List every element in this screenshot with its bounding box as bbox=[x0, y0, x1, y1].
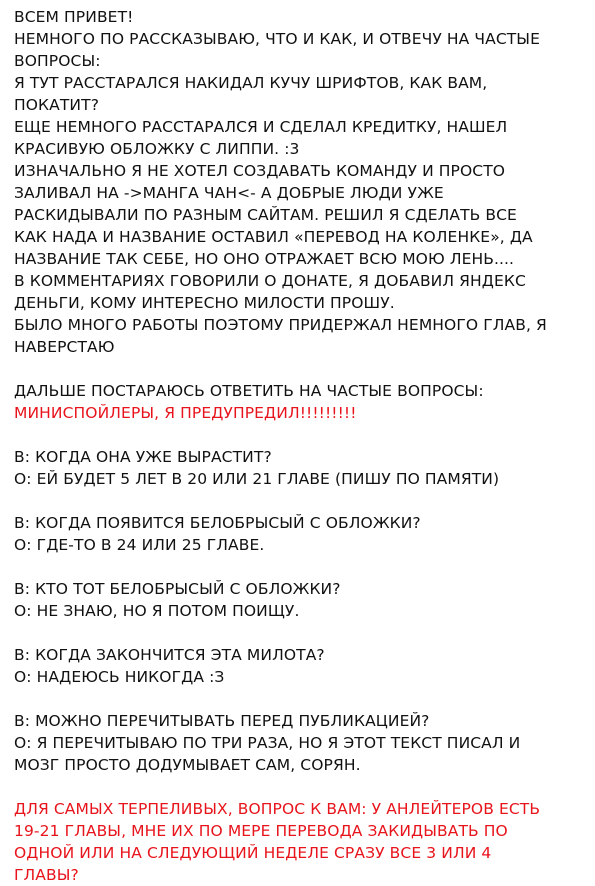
faq-answer: О: НАДЕЮСЬ НИКОГДА :З bbox=[14, 668, 225, 686]
faq-answer: О: ГДЕ-ТО В 24 ИЛИ 25 ГЛАВЕ. bbox=[14, 536, 265, 554]
faq-question: В: КОГДА ПОЯВИТСЯ БЕЛОБРЫСЫЙ С ОБЛОЖКИ? bbox=[14, 514, 421, 532]
intro-line: ЕЩЕ НЕМНОГО РАССТАРАЛСЯ И СДЕЛАЛ КРЕДИТКУ, НАШЕЛ bbox=[14, 118, 508, 136]
faq-question: В: КТО ТОТ БЕЛОБРЫСЫЙ С ОБЛОЖКИ? bbox=[14, 580, 341, 598]
intro-line: НЕМНОГО ПО РАССКАЗЫВАЮ, ЧТО И КАК, И ОТВЕЧУ НА ЧАСТЫЕ bbox=[14, 30, 540, 48]
spacer bbox=[14, 688, 586, 710]
intro-line: ЗАЛИВАЛ НА ->МАНГА ЧАН<- А ДОБРЫЕ ЛЮДИ УЖЕ bbox=[14, 184, 444, 202]
intro-line: НАЗВАНИЕ ТАК СЕБЕ, НО ОНО ОТРАЖАЕТ ВСЮ МОЮ ЛЕНЬ.... bbox=[14, 250, 515, 268]
spacer bbox=[14, 556, 586, 578]
intro-line: ВОПРОСЫ: bbox=[14, 52, 101, 70]
intro-line: ДЕНЬГИ, КОМУ ИНТЕРЕСНО МИЛОСТИ ПРОШУ. bbox=[14, 294, 395, 312]
faq-answer: О: Я ПЕРЕЧИТЫВАЮ ПО ТРИ РАЗА, НО Я ЭТОТ ТЕКСТ ПИСАЛ И bbox=[14, 734, 521, 752]
intro-line: НАВЕРСТАЮ bbox=[14, 338, 115, 356]
faq-answer-continued: МОЗГ ПРОСТО ДОДУМЫВАЕТ САМ, СОРЯН. bbox=[14, 756, 361, 774]
intro-line: БЫЛО МНОГО РАБОТЫ ПОЭТОМУ ПРИДЕРЖАЛ НЕМНОГО ГЛАВ, Я bbox=[14, 316, 547, 334]
closing-line: ОДНОЙ ИЛИ НА СЛЕДУЮЩИЙ НЕДЕЛЕ СРАЗУ ВСЕ 3 ИЛИ 4 bbox=[14, 844, 492, 862]
closing-line: ГЛАВЫ? bbox=[14, 866, 79, 884]
spacer bbox=[14, 358, 586, 380]
spacer bbox=[14, 490, 586, 512]
spacer bbox=[14, 622, 586, 644]
intro-line: В КОММЕНТАРИЯХ ГОВОРИЛИ О ДОНАТЕ, Я ДОБАВИЛ ЯНДЕКС bbox=[14, 272, 526, 290]
faq-question: В: КОГДА ОНА УЖЕ ВЫРАСТИТ? bbox=[14, 448, 272, 466]
faq-intro: ДАЛЬШЕ ПОСТАРАЮСЬ ОТВЕТИТЬ НА ЧАСТЫЕ ВОПРОСЫ: bbox=[14, 382, 484, 400]
intro-line: РАСКИДЫВАЛИ ПО РАЗНЫМ САЙТАМ. РЕШИЛ Я СДЕЛАТЬ ВСЕ bbox=[14, 206, 517, 224]
closing-line: ДЛЯ САМЫХ ТЕРПЕЛИВЫХ, ВОПРОС К ВАМ: У АНЛЕЙТЕРОВ ЕСТЬ bbox=[14, 800, 541, 818]
intro-line: КАК НАДА И НАЗВАНИЕ ОСТАВИЛ «ПЕРЕВОД НА КОЛЕНКЕ», ДА bbox=[14, 228, 533, 246]
faq-question: В: КОГДА ЗАКОНЧИТСЯ ЭТА МИЛОТА? bbox=[14, 646, 325, 664]
text-block bbox=[14, 6, 586, 886]
intro-line: ПОКАТИТ? bbox=[14, 96, 100, 114]
closing-line: 19-21 ГЛАВЫ, МНЕ ИХ ПО МЕРЕ ПЕРЕВОДА ЗАКИДЫВАТЬ ПО bbox=[14, 822, 508, 840]
faq-answer: О: НЕ ЗНАЮ, НО Я ПОТОМ ПОИЩУ. bbox=[14, 602, 300, 620]
spoiler-warning: МИНИСПОЙЛЕРЫ, Я ПРЕДУПРЕДИЛ!!!!!!!!! bbox=[14, 404, 357, 422]
faq-question: В: МОЖНО ПЕРЕЧИТЫВАТЬ ПЕРЕД ПУБЛИКАЦИЕЙ? bbox=[14, 712, 430, 730]
spacer bbox=[14, 424, 586, 446]
intro-line: Я ТУТ РАССТАРАЛСЯ НАКИДАЛ КУЧУ ШРИФТОВ, КАК ВАМ, bbox=[14, 74, 488, 92]
intro-line: ВСЕМ ПРИВЕТ! bbox=[14, 8, 134, 26]
faq-answer: О: ЕЙ БУДЕТ 5 ЛЕТ В 20 ИЛИ 21 ГЛАВЕ (ПИШУ ПО ПАМЯТИ) bbox=[14, 470, 500, 488]
intro-line: ИЗНАЧАЛЬНО Я НЕ ХОТЕЛ СОЗДАВАТЬ КОМАНДУ И ПРОСТО bbox=[14, 162, 506, 180]
spacer bbox=[14, 776, 586, 798]
intro-line: КРАСИВУЮ ОБЛОЖКУ С ЛИППИ. :3 bbox=[14, 140, 300, 158]
